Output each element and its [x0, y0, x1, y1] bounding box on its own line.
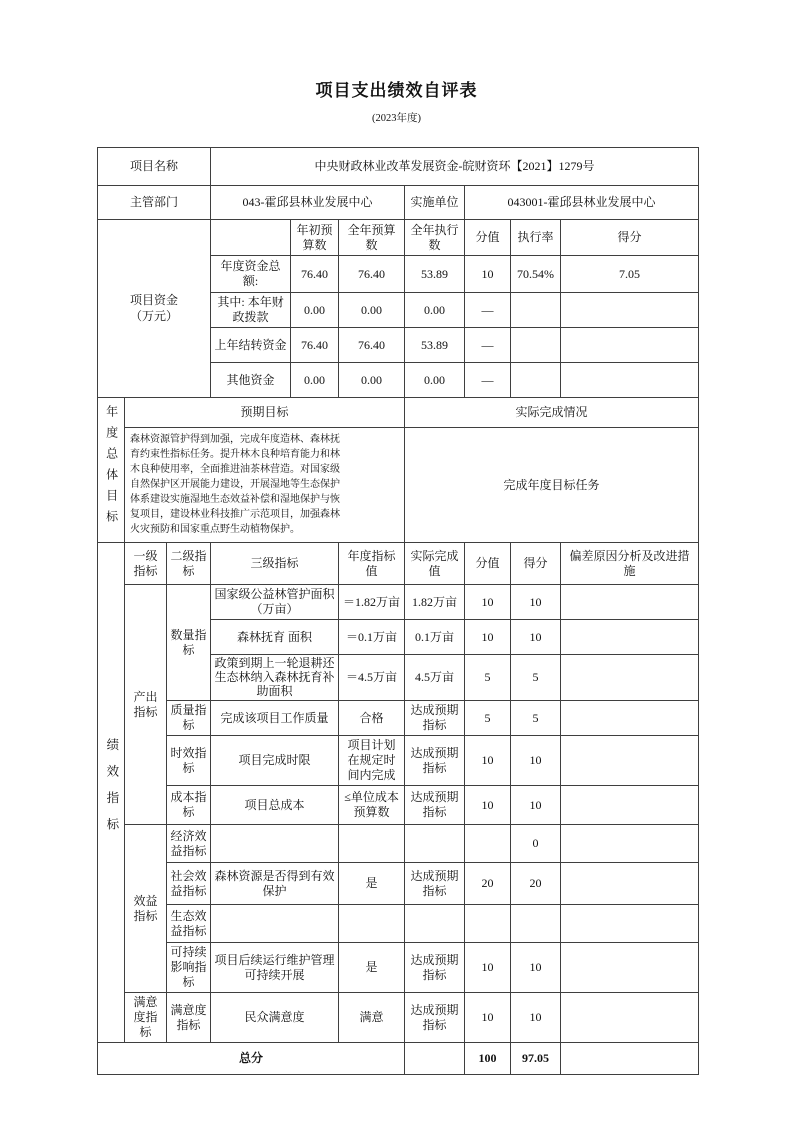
perf-note [561, 620, 699, 655]
perf-target: ＝1.82万亩 [339, 585, 405, 620]
perf-score: 10 [511, 943, 561, 993]
funds-header-begin: 年初预算数 [291, 220, 339, 256]
row-perf-sustain [98, 943, 699, 993]
funds-cell-begin: 0.00 [291, 363, 339, 398]
funds-cell-score [561, 293, 699, 328]
perf-target [339, 825, 405, 863]
perf-level3: 完成该项目工作质量 [211, 701, 339, 736]
funds-section-label-line1: 项目资金 [130, 292, 179, 307]
perf-note [561, 825, 699, 863]
funds-cell-score: 7.05 [561, 256, 699, 293]
perf-section-label [98, 543, 125, 1043]
perf-points: 10 [465, 993, 511, 1043]
perf-level3: 项目总成本 [211, 786, 339, 825]
perf-note [561, 585, 699, 620]
goal-section-label [98, 398, 125, 543]
perf-actual: 4.5万亩 [405, 655, 465, 701]
funds-row-label: 其中: 本年财政拨款 [211, 293, 291, 328]
funds-cell-score [561, 328, 699, 363]
funds-row-label: 上年结转资金 [211, 328, 291, 363]
funds-cell-annual: 76.40 [339, 256, 405, 293]
perf-note [561, 993, 699, 1043]
funds-header-annual: 全年预算数 [339, 220, 405, 256]
perf-level2-quantity: 数量指标 [167, 585, 211, 701]
perf-actual: 达成预期指标 [405, 863, 465, 905]
perf-points: 5 [465, 655, 511, 701]
perf-level3: 民众满意度 [211, 993, 339, 1043]
goal-actual-text: 完成年度目标任务 [405, 428, 699, 543]
row-perf-cost [98, 786, 699, 825]
funds-header-points: 分值 [465, 220, 511, 256]
perf-actual: 达成预期指标 [405, 736, 465, 786]
project-name-value: 中央财政林业改革发展资金-皖财资环【2021】1279号 [211, 148, 699, 186]
funds-cell-points: 10 [465, 256, 511, 293]
perf-score: 20 [511, 863, 561, 905]
funds-cell-points: — [465, 363, 511, 398]
perf-level2-time: 时效指标 [167, 736, 211, 786]
perf-section-label-text: 绩效指标 [104, 737, 119, 844]
perf-target: 是 [339, 863, 405, 905]
perf-points [465, 825, 511, 863]
funds-cell-exec: 0.00 [405, 363, 465, 398]
row-project-name [98, 148, 699, 186]
perf-points: 10 [465, 943, 511, 993]
perf-points: 10 [465, 736, 511, 786]
total-points: 100 [465, 1043, 511, 1075]
total-empty-cell [405, 1043, 465, 1075]
page-subtitle: (2023年度) [372, 113, 421, 124]
perf-level3 [211, 905, 339, 943]
perf-actual [405, 825, 465, 863]
perf-score [511, 905, 561, 943]
perf-header-target: 年度指标值 [339, 543, 405, 585]
funds-section-label [98, 220, 211, 398]
funds-row-label: 其他资金 [211, 363, 291, 398]
perf-score: 10 [511, 585, 561, 620]
perf-header-actual: 实际完成值 [405, 543, 465, 585]
row-perf-time [98, 736, 699, 786]
perf-level3 [211, 825, 339, 863]
total-score: 97.05 [511, 1043, 561, 1075]
perf-header-score: 得分 [511, 543, 561, 585]
perf-note [561, 736, 699, 786]
row-perf-quantity-1 [98, 585, 699, 620]
funds-section-label-line2: （万元） [130, 308, 179, 323]
goal-expected-cell [125, 428, 405, 543]
perf-points [465, 905, 511, 943]
perf-note [561, 943, 699, 993]
perf-target [339, 905, 405, 943]
funds-cell-rate [511, 293, 561, 328]
perf-level3: 政策到期上一轮退耕还生态林纳入森林抚育补助面积 [211, 655, 339, 701]
perf-level1-satisfaction: 满意度指标 [125, 993, 167, 1043]
funds-cell-exec: 53.89 [405, 328, 465, 363]
perf-level1-output: 产出指标 [125, 585, 167, 825]
perf-target: 项目计划在规定时间内完成 [339, 736, 405, 786]
row-department [98, 186, 699, 220]
perf-target: ＝0.1万亩 [339, 620, 405, 655]
funds-header-rate: 执行率 [511, 220, 561, 256]
row-funds-header [98, 220, 699, 256]
impl-label: 实施单位 [405, 186, 465, 220]
perf-actual: 1.82万亩 [405, 585, 465, 620]
perf-header-note: 偏差原因分析及改进措施 [561, 543, 699, 585]
total-note-cell [561, 1043, 699, 1075]
perf-level2-quality: 质量指标 [167, 701, 211, 736]
perf-level2-ecological: 生态效益指标 [167, 905, 211, 943]
perf-note [561, 786, 699, 825]
funds-cell-points: — [465, 293, 511, 328]
row-goal-header [98, 398, 699, 428]
perf-level3: 国家级公益林管护面积（万亩） [211, 585, 339, 620]
perf-target: ≤单位成本预算数 [339, 786, 405, 825]
page-title: 项目支出绩效自评表 [315, 81, 478, 100]
perf-score: 10 [511, 993, 561, 1043]
funds-cell-begin: 0.00 [291, 293, 339, 328]
perf-level1-benefit: 效益指标 [125, 825, 167, 993]
row-perf-social [98, 863, 699, 905]
funds-header-score: 得分 [561, 220, 699, 256]
perf-header-level1: 一级指标 [125, 543, 167, 585]
perf-points: 10 [465, 585, 511, 620]
goal-actual-header: 实际完成情况 [405, 398, 699, 428]
perf-score: 5 [511, 701, 561, 736]
perf-level3: 项目完成时限 [211, 736, 339, 786]
perf-header-points: 分值 [465, 543, 511, 585]
goal-expected-header: 预期目标 [125, 398, 405, 428]
evaluation-table [97, 147, 699, 1075]
impl-value: 043001-霍邱县林业发展中心 [465, 186, 699, 220]
funds-cell-begin: 76.40 [291, 328, 339, 363]
perf-points: 20 [465, 863, 511, 905]
perf-note [561, 655, 699, 701]
perf-points: 10 [465, 620, 511, 655]
perf-header-level2: 二级指标 [167, 543, 211, 585]
perf-level3: 项目后续运行维护管理可持续开展 [211, 943, 339, 993]
perf-target: 是 [339, 943, 405, 993]
perf-level2-economic: 经济效益指标 [167, 825, 211, 863]
perf-note [561, 905, 699, 943]
perf-target: ＝4.5万亩 [339, 655, 405, 701]
funds-cell-rate [511, 328, 561, 363]
perf-points: 5 [465, 701, 511, 736]
dept-value: 043-霍邱县林业发展中心 [211, 186, 405, 220]
perf-header-level3: 三级指标 [211, 543, 339, 585]
funds-cell-exec: 0.00 [405, 293, 465, 328]
row-perf-quality [98, 701, 699, 736]
row-perf-header [98, 543, 699, 585]
perf-note [561, 863, 699, 905]
perf-level3: 森林资源是否得到有效保护 [211, 863, 339, 905]
funds-cell-annual: 0.00 [339, 293, 405, 328]
perf-actual: 达成预期指标 [405, 786, 465, 825]
funds-cell-score [561, 363, 699, 398]
perf-actual [405, 905, 465, 943]
funds-cell-begin: 76.40 [291, 256, 339, 293]
perf-score: 5 [511, 655, 561, 701]
perf-target: 合格 [339, 701, 405, 736]
funds-header-exec: 全年执行数 [405, 220, 465, 256]
funds-header-empty [211, 220, 291, 256]
funds-cell-exec: 53.89 [405, 256, 465, 293]
perf-actual: 达成预期指标 [405, 701, 465, 736]
row-perf-satisfaction [98, 993, 699, 1043]
perf-target: 满意 [339, 993, 405, 1043]
funds-cell-rate [511, 363, 561, 398]
total-label: 总分 [98, 1043, 405, 1075]
row-perf-economic [98, 825, 699, 863]
row-goal-content [98, 428, 699, 543]
project-name-label: 项目名称 [98, 148, 211, 186]
funds-cell-annual: 76.40 [339, 328, 405, 363]
perf-actual: 达成预期指标 [405, 943, 465, 993]
perf-level2-sustain: 可持续影响指标 [167, 943, 211, 993]
funds-cell-annual: 0.00 [339, 363, 405, 398]
perf-score: 0 [511, 825, 561, 863]
perf-level2-cost: 成本指标 [167, 786, 211, 825]
perf-level3: 森林抚育 面积 [211, 620, 339, 655]
row-perf-ecological [98, 905, 699, 943]
perf-level2-social: 社会效益指标 [167, 863, 211, 905]
perf-score: 10 [511, 620, 561, 655]
goal-section-label-text: 年度总体目标 [104, 405, 119, 531]
goal-expected-text: 森林资源管护得到加强，完成年度造林、森林抚育约束性指标任务。提升林木良种培育能力和林木良种使用率，全面推进油茶林营造。对国家级自然保护区开展能力建设，开展湿地等生态保护体系建设实施湿地生态效益补偿和湿地保护与恢复项目，建设林业科技推广示范项目，加强森林火灾预防和国家重点野生动植物保护。 [130, 434, 340, 535]
funds-cell-points: — [465, 328, 511, 363]
perf-actual: 0.1万亩 [405, 620, 465, 655]
dept-label: 主管部门 [98, 186, 211, 220]
row-total [98, 1043, 699, 1075]
perf-actual: 达成预期指标 [405, 993, 465, 1043]
perf-note [561, 701, 699, 736]
perf-score: 10 [511, 786, 561, 825]
funds-cell-rate: 70.54% [511, 256, 561, 293]
perf-level2-satisfaction: 满意度指标 [167, 993, 211, 1043]
funds-row-label: 年度资金总额: [211, 256, 291, 293]
perf-score: 10 [511, 736, 561, 786]
perf-points: 10 [465, 786, 511, 825]
